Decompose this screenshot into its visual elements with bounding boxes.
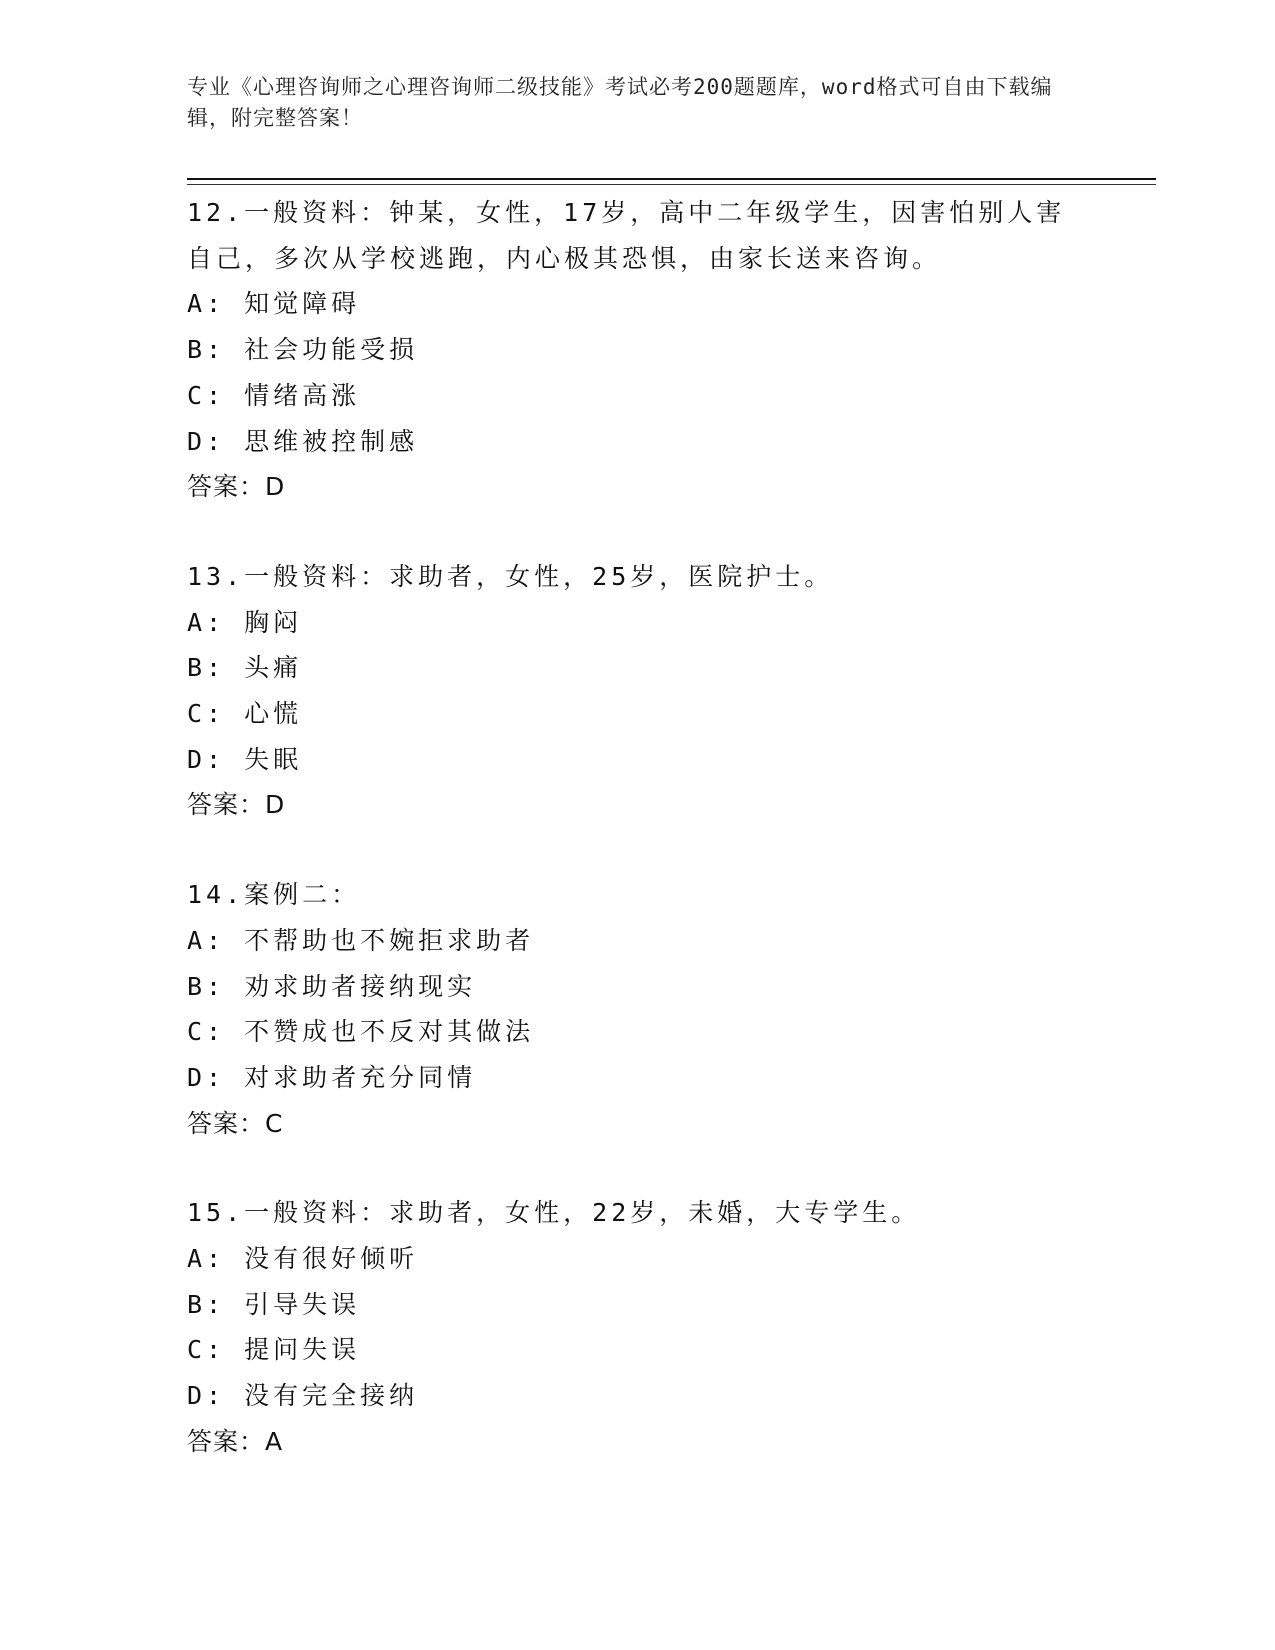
answer-label: 答案： [187,790,266,820]
header-intro-text: 专业《心理咨询师之心理咨询师二级技能》考试必考200题题库，word格式可自由下载编辑，附完整答案！ [187,75,1053,130]
option-d: D: 思维被控制感 [187,426,419,456]
answer-line [187,1101,1087,1147]
answer-line [187,782,1087,828]
question-list [187,190,1087,1509]
question-stem: 13.一般资料：求助者，女性，25岁，医院护士。 [187,561,834,591]
option-b: B: 头痛 [187,653,303,683]
question-stem: 12.一般资料：钟某，女性，17岁，高中二年级学生，因害怕别人害自己，多次从学校逃跑，内心极其恐惧，由家长送来咨询。 [187,198,1066,273]
question-stem: 14.案例二： [187,880,361,910]
answer-value: C [265,1108,284,1138]
answer-line [187,1419,1087,1465]
option-a: A: 没有很好倾听 [187,1244,419,1274]
option-c: C: 心慌 [187,699,303,729]
question-13 [187,554,1087,828]
option-c: C: 情绪高涨 [187,380,361,410]
header-divider-thin [187,184,1156,185]
option-b: B: 社会功能受损 [187,335,419,365]
question-12 [187,190,1087,510]
option-c: C: 不赞成也不反对其做法 [187,1017,535,1047]
option-b: B: 劝求助者接纳现实 [187,971,477,1001]
document-header [187,72,1067,134]
option-a: A: 知觉障碍 [187,289,361,319]
answer-value: D [265,790,286,820]
answer-label: 答案： [187,1108,266,1138]
question-stem: 15.一般资料：求助者，女性，22岁，未婚，大专学生。 [187,1198,921,1228]
header-divider-thick [187,178,1156,180]
answer-line [187,464,1087,510]
option-c: C: 提问失误 [187,1335,361,1365]
answer-label: 答案： [187,1426,266,1456]
answer-value: D [265,472,286,502]
option-d: D: 失眠 [187,744,303,774]
option-d: D: 对求助者充分同情 [187,1062,477,1092]
option-a: A: 胸闷 [187,607,303,637]
answer-value: A [265,1426,284,1456]
question-14 [187,872,1087,1146]
option-a: A: 不帮助也不婉拒求助者 [187,925,535,955]
question-15 [187,1190,1087,1464]
answer-label: 答案： [187,472,266,502]
option-d: D: 没有完全接纳 [187,1381,419,1411]
option-b: B: 引导失误 [187,1289,361,1319]
